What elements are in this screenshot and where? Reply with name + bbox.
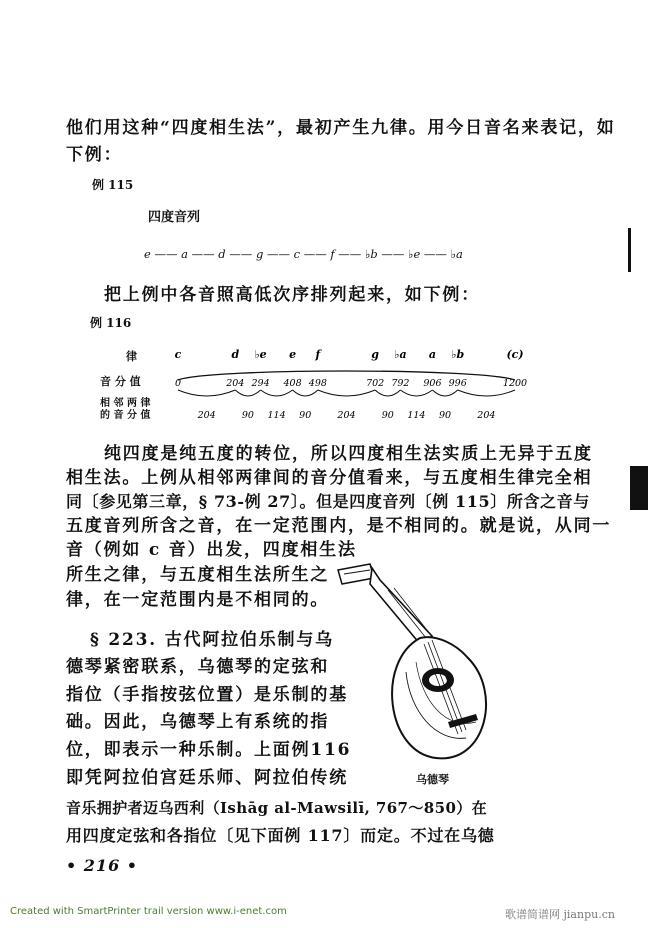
note-label: ♭e	[254, 348, 267, 361]
body-text-line: 下例：	[66, 145, 123, 165]
body-text-line: 律，在一定范围内是不相同的。	[66, 590, 330, 610]
cents-value: 906	[423, 378, 442, 389]
section-heading-line: § 223. 古代阿拉伯乐制与乌	[90, 630, 334, 650]
interval-brace	[400, 390, 432, 396]
note-label: ♭a	[394, 348, 407, 361]
note-label: d	[231, 348, 240, 361]
note-label: (c)	[506, 348, 524, 361]
cents-value: 702	[366, 378, 385, 389]
body-text-line: 五度音列所含之音，在一定范围内，是不相同的。就是说，从同一	[66, 516, 612, 536]
cents-value: 996	[448, 378, 467, 389]
body-text-line: 纯四度是纯五度的转位，所以四度相生法实质上无异于五度	[104, 444, 593, 464]
interval-brace	[432, 390, 457, 396]
interval-brace	[235, 390, 260, 396]
cents-value: 408	[283, 378, 302, 389]
body-text-line: 同〔参见第三章，§ 73-例 27〕。但是四度音列〔例 115〕所含之音与	[66, 492, 590, 511]
interval-value: 204	[477, 410, 496, 421]
body-text-line: 把上例中各音照高低次序排列起来，如下例：	[104, 285, 480, 305]
note-label: a	[428, 348, 437, 361]
interval-value: 90	[381, 410, 394, 421]
body-text-line: 所生之律，与五度相生法所生之	[66, 565, 330, 585]
watermark-left: Created with SmartPrinter trail version www.i-enet.com	[10, 906, 287, 917]
note-label: f	[315, 348, 321, 361]
note-label: g	[371, 348, 379, 361]
body-text-line: 相生法。上例从相邻两律间的音分值看来，与五度相生律完全相	[66, 468, 593, 488]
interval-value: 114	[267, 410, 286, 421]
interval-brace	[318, 390, 375, 396]
interval-brace	[178, 390, 235, 396]
example-label: 例 116	[90, 316, 132, 330]
note-label: ♭b	[451, 348, 465, 361]
row-label-cents: 音 分 值	[100, 375, 141, 388]
example-label: 例 115	[92, 178, 134, 192]
note-label: e	[289, 348, 297, 361]
body-text-line: 即凭阿拉伯宫廷乐师、阿拉伯传统	[66, 768, 348, 788]
interval-value: 90	[439, 410, 452, 421]
interval-value: 204	[337, 410, 356, 421]
fourths-sequence: e —— a —— d —— g —— c —— f —— ♭b —— ♭e —— ♭a	[144, 247, 463, 261]
cents-value: 204	[226, 378, 245, 389]
note-label: c	[174, 348, 182, 361]
cents-value: 294	[251, 378, 270, 389]
body-text-line: 用四度定弦和各指位〔见下面例 117〕而定。不过在乌德	[66, 826, 495, 845]
oud-illustration	[336, 562, 506, 767]
row-label-adjacent-2: 的 音 分 值	[100, 410, 151, 421]
thumb-index-tab	[630, 466, 648, 510]
cents-value: 498	[308, 378, 327, 389]
watermark-right: 歌谱简谱网 jianpu.cn	[505, 908, 615, 921]
example-title: 四度音列	[148, 210, 201, 225]
page-number: • 216 •	[66, 856, 138, 875]
figure-caption: 乌德琴	[416, 773, 449, 786]
cents-value: 0	[174, 378, 182, 389]
body-text-line: 础。因此，乌德琴上有系统的指	[66, 712, 330, 732]
edge-mark	[628, 228, 631, 272]
body-text-line: 音（例如 c 音）出发，四度相生法	[66, 540, 357, 560]
body-text-line: 他们用这种“四度相生法”，最初产生九律。用今日音名来表记，如	[66, 118, 616, 138]
interval-brace	[261, 390, 293, 396]
interval-value: 90	[241, 410, 254, 421]
body-text-line: 位，即表示一种乐制。上面例116	[66, 740, 352, 760]
interval-brace	[375, 390, 400, 396]
body-text-line: 德琴紧密联系，乌德琴的定弦和	[66, 657, 330, 677]
cents-diagram	[170, 340, 540, 430]
body-text-line: 音乐拥护者迈乌西利（Ishāg al-Mawsilī, 767～850）在	[66, 799, 488, 817]
row-label-lu: 律	[126, 350, 137, 363]
row-label-adjacent-1: 相 邻 两 律	[100, 398, 151, 409]
interval-value: 114	[407, 410, 426, 421]
interval-brace	[293, 390, 318, 396]
body-text-line: 指位（手指按弦位置）是乐制的基	[66, 685, 348, 705]
cents-value: 1200	[502, 378, 528, 389]
cents-value: 792	[391, 378, 410, 389]
interval-value: 90	[299, 410, 312, 421]
interval-value: 204	[197, 410, 216, 421]
interval-brace	[458, 390, 515, 396]
